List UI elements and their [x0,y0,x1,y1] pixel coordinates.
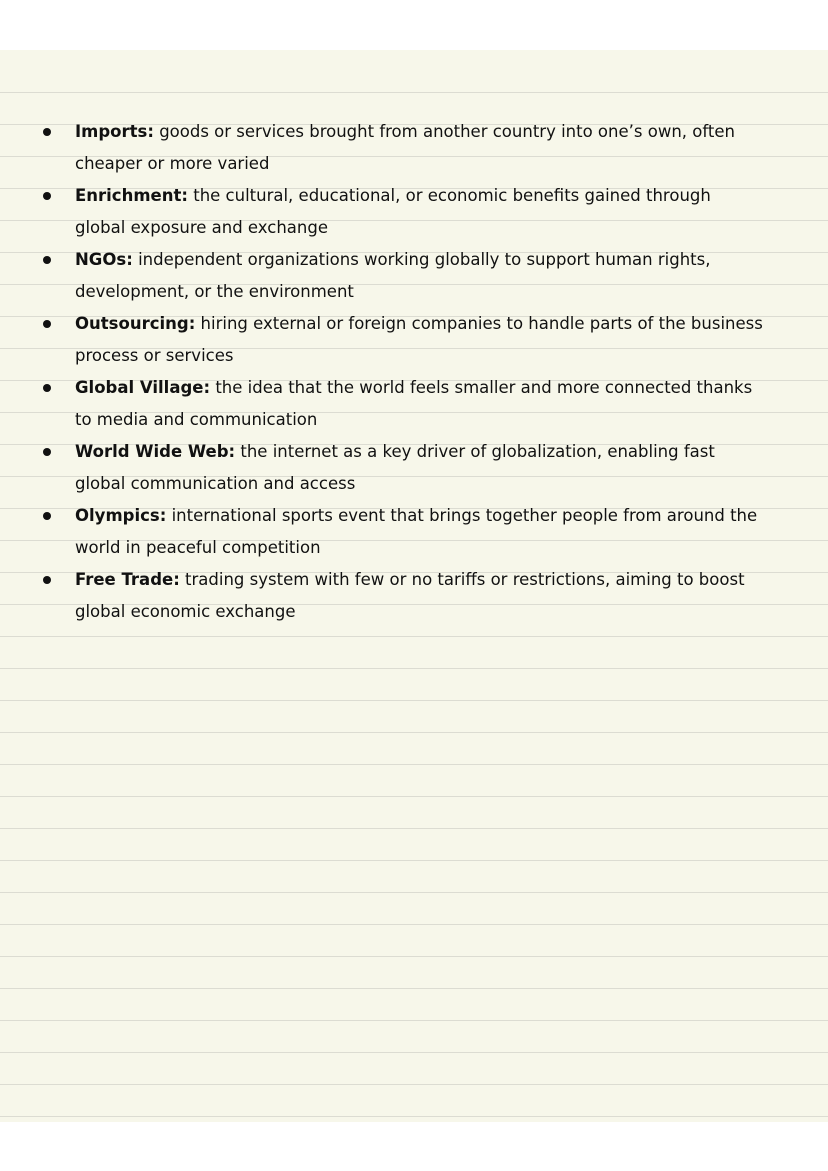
lined-paper [0,50,828,1122]
list-item-world-wide-web [0,436,828,500]
definition: independent organizations working globally to support human rights, development, or the environment [75,250,711,301]
term: Outsourcing: [75,314,196,333]
list-item-ngos [0,244,828,308]
glossary-list [0,116,828,628]
bullet-icon [43,320,51,328]
bullet-icon [43,192,51,200]
list-item-global-village [0,372,828,436]
list-item-outsourcing [0,308,828,372]
term: World Wide Web: [75,442,236,461]
term: Enrichment: [75,186,188,205]
definition: trading system with few or no tariffs or restrictions, aiming to boost global economic exchange [75,570,745,621]
definition: the cultural, educational, or economic benefits gained through global exposure and exchange [75,186,711,237]
term: Global Village: [75,378,211,397]
term: Imports: [75,122,154,141]
bullet-icon [43,256,51,264]
bullet-icon [43,128,51,136]
definition: international sports event that brings together people from around the world in peaceful competition [75,506,758,557]
term: NGOs: [75,250,133,269]
bullet-icon [43,448,51,456]
definition: goods or services brought from another country into one’s own, often cheaper or more varied [75,122,735,173]
term: Free Trade: [75,570,180,589]
list-item-enrichment [0,180,828,244]
definition: the idea that the world feels smaller and more connected thanks to media and communication [75,378,753,429]
bullet-icon [43,384,51,392]
bullet-icon [43,512,51,520]
list-item-free-trade [0,564,828,628]
definition: hiring external or foreign companies to handle parts of the business process or services [75,314,763,365]
term: Olympics: [75,506,167,525]
bullet-icon [43,576,51,584]
list-item-olympics [0,500,828,564]
definition: the internet as a key driver of globalization, enabling fast global communication and access [75,442,715,493]
list-item-imports [0,116,828,180]
